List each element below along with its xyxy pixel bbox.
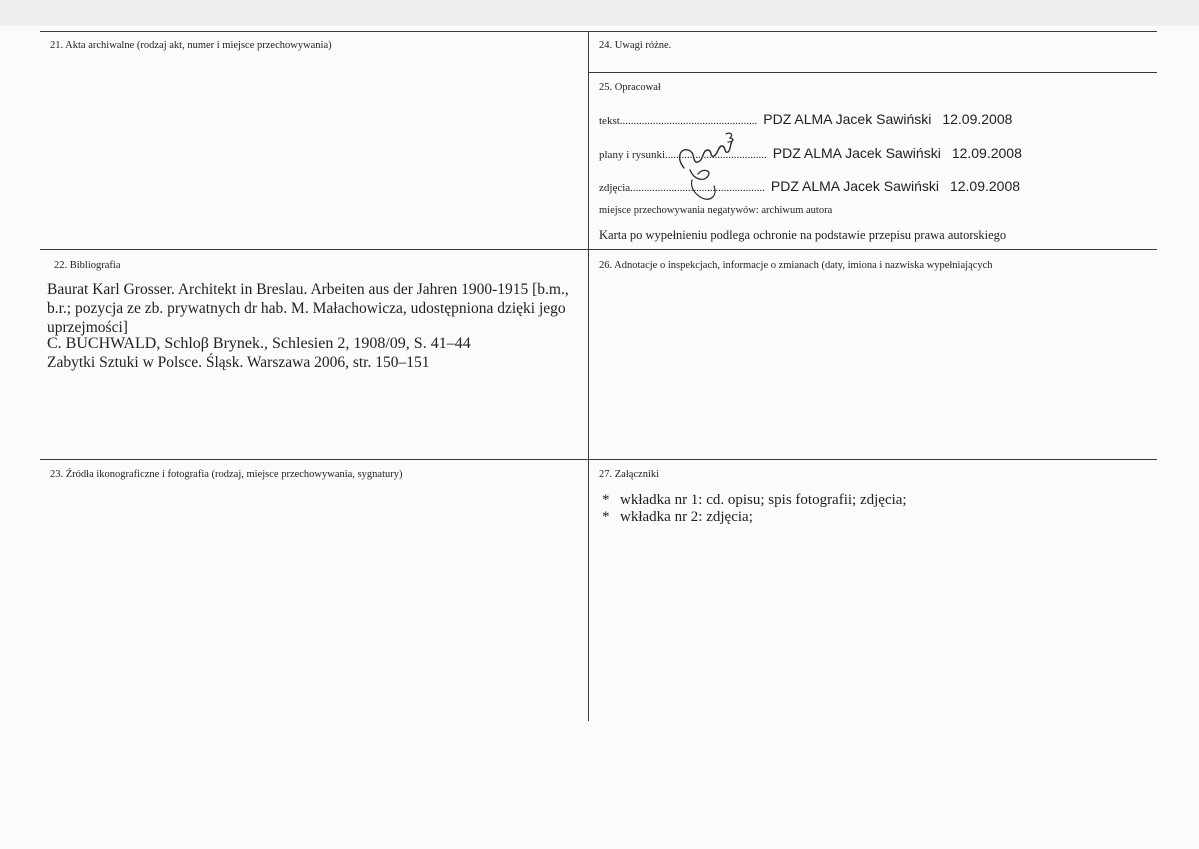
author-row-date: 12.09.2008 xyxy=(942,111,1013,127)
attachment-item: wkładka nr 2: zdjęcia; xyxy=(620,509,753,525)
bibliography-entry-3: Zabytki Sztuki w Polsce. Śląsk. Warszawa 2006, str. 150–151 xyxy=(47,354,430,371)
author-row-plans xyxy=(599,145,1022,161)
section-23-label: 23. Źródła ikonograficzne i fotografia (rodzaj, miejsce przechowywania, sygnatury) xyxy=(50,469,403,480)
bullet-mark: * xyxy=(602,492,610,508)
author-row-dots: .................................................. xyxy=(619,115,758,127)
list-item xyxy=(602,492,907,509)
section-24-label: 24. Uwagi różne. xyxy=(599,40,672,51)
list-item xyxy=(602,509,907,526)
rule-24-25 xyxy=(588,72,1157,73)
section-27-label: 27. Załączniki xyxy=(599,469,660,480)
center-divider xyxy=(588,31,589,721)
author-row-dots: ................................................. xyxy=(630,182,765,194)
rule-row3 xyxy=(40,459,1157,460)
bibliography-entry-2: C. BUCHWALD, Schloβ Brynek., Schlesien 2, 1908/09, S. 41–44 xyxy=(47,335,471,352)
bibliography-entry-1: Baurat Karl Grosser. Architekt in Breslau. Arbeiten aus der Jahren 1900-1915 [b.m., b.r.; pozycja ze zb. prywatnych dr hab. M. Małachowicza, udostępniona dzięki jego uprzejmości] xyxy=(47,281,569,336)
author-row-text xyxy=(599,111,1012,127)
author-row-value: PDZ ALMA Jacek Sawiński xyxy=(770,178,939,194)
handwritten-signature xyxy=(668,128,746,204)
top-rule-left xyxy=(40,31,588,32)
author-row-label: plany i rysunki xyxy=(599,149,665,161)
scan-top-band xyxy=(0,0,1199,26)
section-25-label: 25. Opracował xyxy=(599,82,661,93)
section-26-label: 26. Adnotacje o inspekcjach, informacje o zmianach (daty, imiona i nazwiska wypełniających xyxy=(599,260,993,271)
author-row-value: PDZ ALMA Jacek Sawiński xyxy=(763,111,932,127)
copyright-notice: Karta po wypełnieniu podlega ochronie na podstawie przepisu prawa autorskiego xyxy=(599,228,1007,242)
top-rule-right xyxy=(588,31,1157,32)
attachment-item: wkładka nr 1: cd. opisu; spis fotografii; zdjęcia; xyxy=(620,492,907,508)
bullet-mark: * xyxy=(602,509,610,525)
author-row-dots: ..................................... xyxy=(665,149,767,161)
author-row-photos xyxy=(599,178,1020,194)
rule-row2 xyxy=(40,249,1157,250)
section-21-label: 21. Akta archiwalne (rodzaj akt, numer i miejsce przechowywania) xyxy=(50,40,332,51)
section-22-label: 22. Bibliografia xyxy=(54,260,121,271)
author-row-label: tekst xyxy=(599,115,620,127)
author-row-date: 12.09.2008 xyxy=(949,178,1021,194)
attachments-list xyxy=(602,492,907,526)
author-row-value: PDZ ALMA Jacek Sawiński xyxy=(772,145,941,161)
author-row-date: 12.09.2008 xyxy=(951,145,1022,161)
author-row-label: zdjęcia xyxy=(599,182,631,194)
negatives-storage: miejsce przechowywania negatywów: archiwum autora xyxy=(599,205,833,216)
